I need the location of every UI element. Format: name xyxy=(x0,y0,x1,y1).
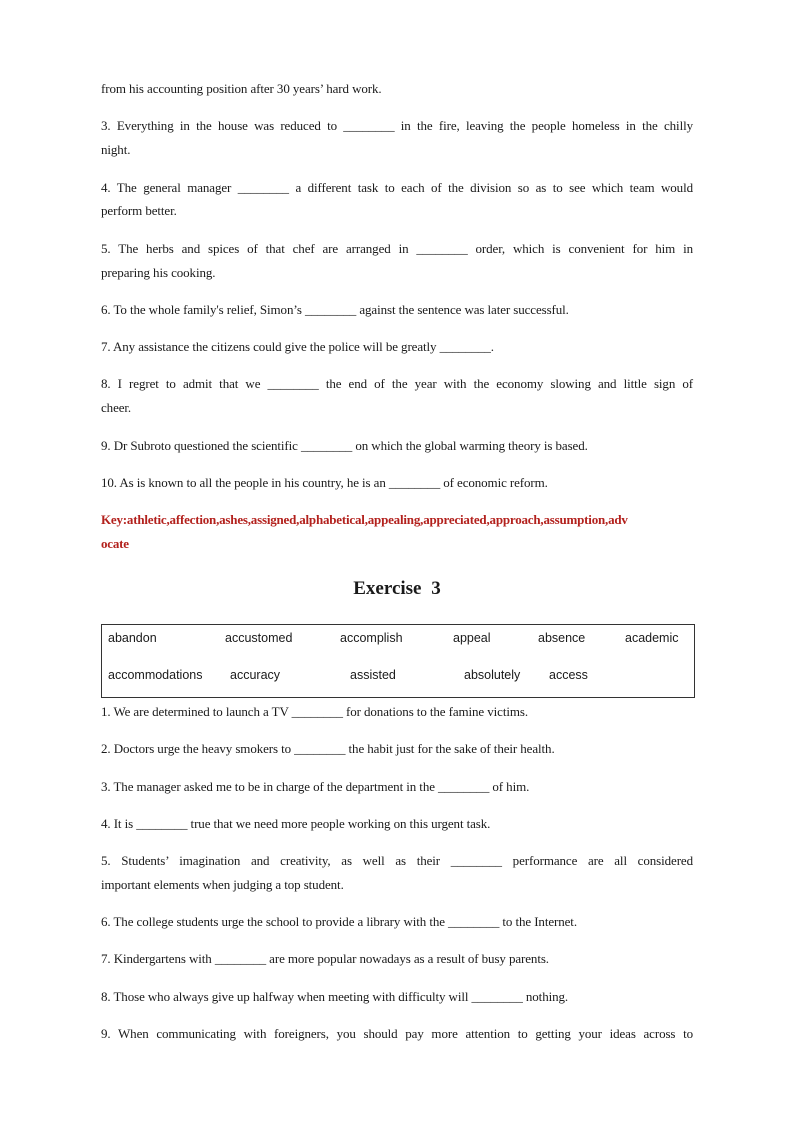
ex3-question-5-line-1: 5. Students’ imagination and creativity, as well as their ________ performance are all considered xyxy=(101,853,693,868)
word-bank-item: access xyxy=(549,668,588,682)
question-6: 6. To the whole family's relief, Simon’s ________ against the sentence was later successful. xyxy=(101,302,569,317)
word-bank-item: assisted xyxy=(350,668,396,682)
word-bank-item: abandon xyxy=(108,631,157,645)
ex3-question-1: 1. We are determined to launch a TV ________ for donations to the famine victims. xyxy=(101,704,528,719)
question-5-line-1: 5. The herbs and spices of that chef are arranged in ________ order, which is convenient for him in xyxy=(101,241,693,256)
question-3-line-1: 3. Everything in the house was reduced to ________ in the fire, leaving the people homeless in the chilly xyxy=(101,118,693,133)
question-8-line-2: cheer. xyxy=(101,400,132,415)
ex3-question-9-line-1: 9. When communicating with foreigners, you should pay more attention to getting your ideas across to xyxy=(101,1026,693,1041)
ex3-question-2: 2. Doctors urge the heavy smokers to ________ the habit just for the sake of their health. xyxy=(101,741,555,756)
ex3-question-4: 4. It is ________ true that we need more people working on this urgent task. xyxy=(101,816,491,831)
question-8-line-1: 8. I regret to admit that we ________ the end of the year with the economy slowing and little sign of xyxy=(101,376,693,391)
answer-key-line-2: ocate xyxy=(101,536,129,551)
word-bank-item: absolutely xyxy=(464,668,521,682)
question-7: 7. Any assistance the citizens could give the police will be greatly ________. xyxy=(101,339,494,354)
word-bank-item: accomplish xyxy=(340,631,403,645)
ex3-question-6: 6. The college students urge the school to provide a library with the ________ to the Internet. xyxy=(101,914,577,929)
question-3-line-2: night. xyxy=(101,142,131,157)
ex3-question-7: 7. Kindergartens with ________ are more popular nowadays as a result of busy parents. xyxy=(101,951,549,966)
word-bank xyxy=(101,624,695,698)
word-bank-item: absence xyxy=(538,631,586,645)
word-bank-item: accuracy xyxy=(230,668,281,682)
answer-key-line-1: Key:athletic,affection,ashes,assigned,alphabetical,appealing,appreciated,approach,assumption,adv xyxy=(101,512,628,527)
word-bank-item: academic xyxy=(625,631,679,645)
question-4-line-1: 4. The general manager ________ a different task to each of the division so as to see which team would xyxy=(101,180,693,195)
question-5-line-2: preparing his cooking. xyxy=(101,265,216,280)
ex3-question-5-line-2: important elements when judging a top student. xyxy=(101,877,344,892)
word-bank-item: accommodations xyxy=(108,668,203,682)
ex3-question-3: 3. The manager asked me to be in charge of the department in the ________ of him. xyxy=(101,779,530,794)
ex3-question-8: 8. Those who always give up halfway when meeting with difficulty will ________ nothing. xyxy=(101,989,569,1004)
question-2-continuation: from his accounting position after 30 years’ hard work. xyxy=(101,81,382,96)
exercise-title: Exercise 3 xyxy=(353,578,441,599)
question-9: 9. Dr Subroto questioned the scientific ________ on which the global warming theory is based. xyxy=(101,438,588,453)
word-bank-item: appeal xyxy=(453,631,491,645)
word-bank-item: accustomed xyxy=(225,631,293,645)
question-10: 10. As is known to all the people in his country, he is an ________ of economic reform. xyxy=(101,475,548,490)
question-4-line-2: perform better. xyxy=(101,203,177,218)
